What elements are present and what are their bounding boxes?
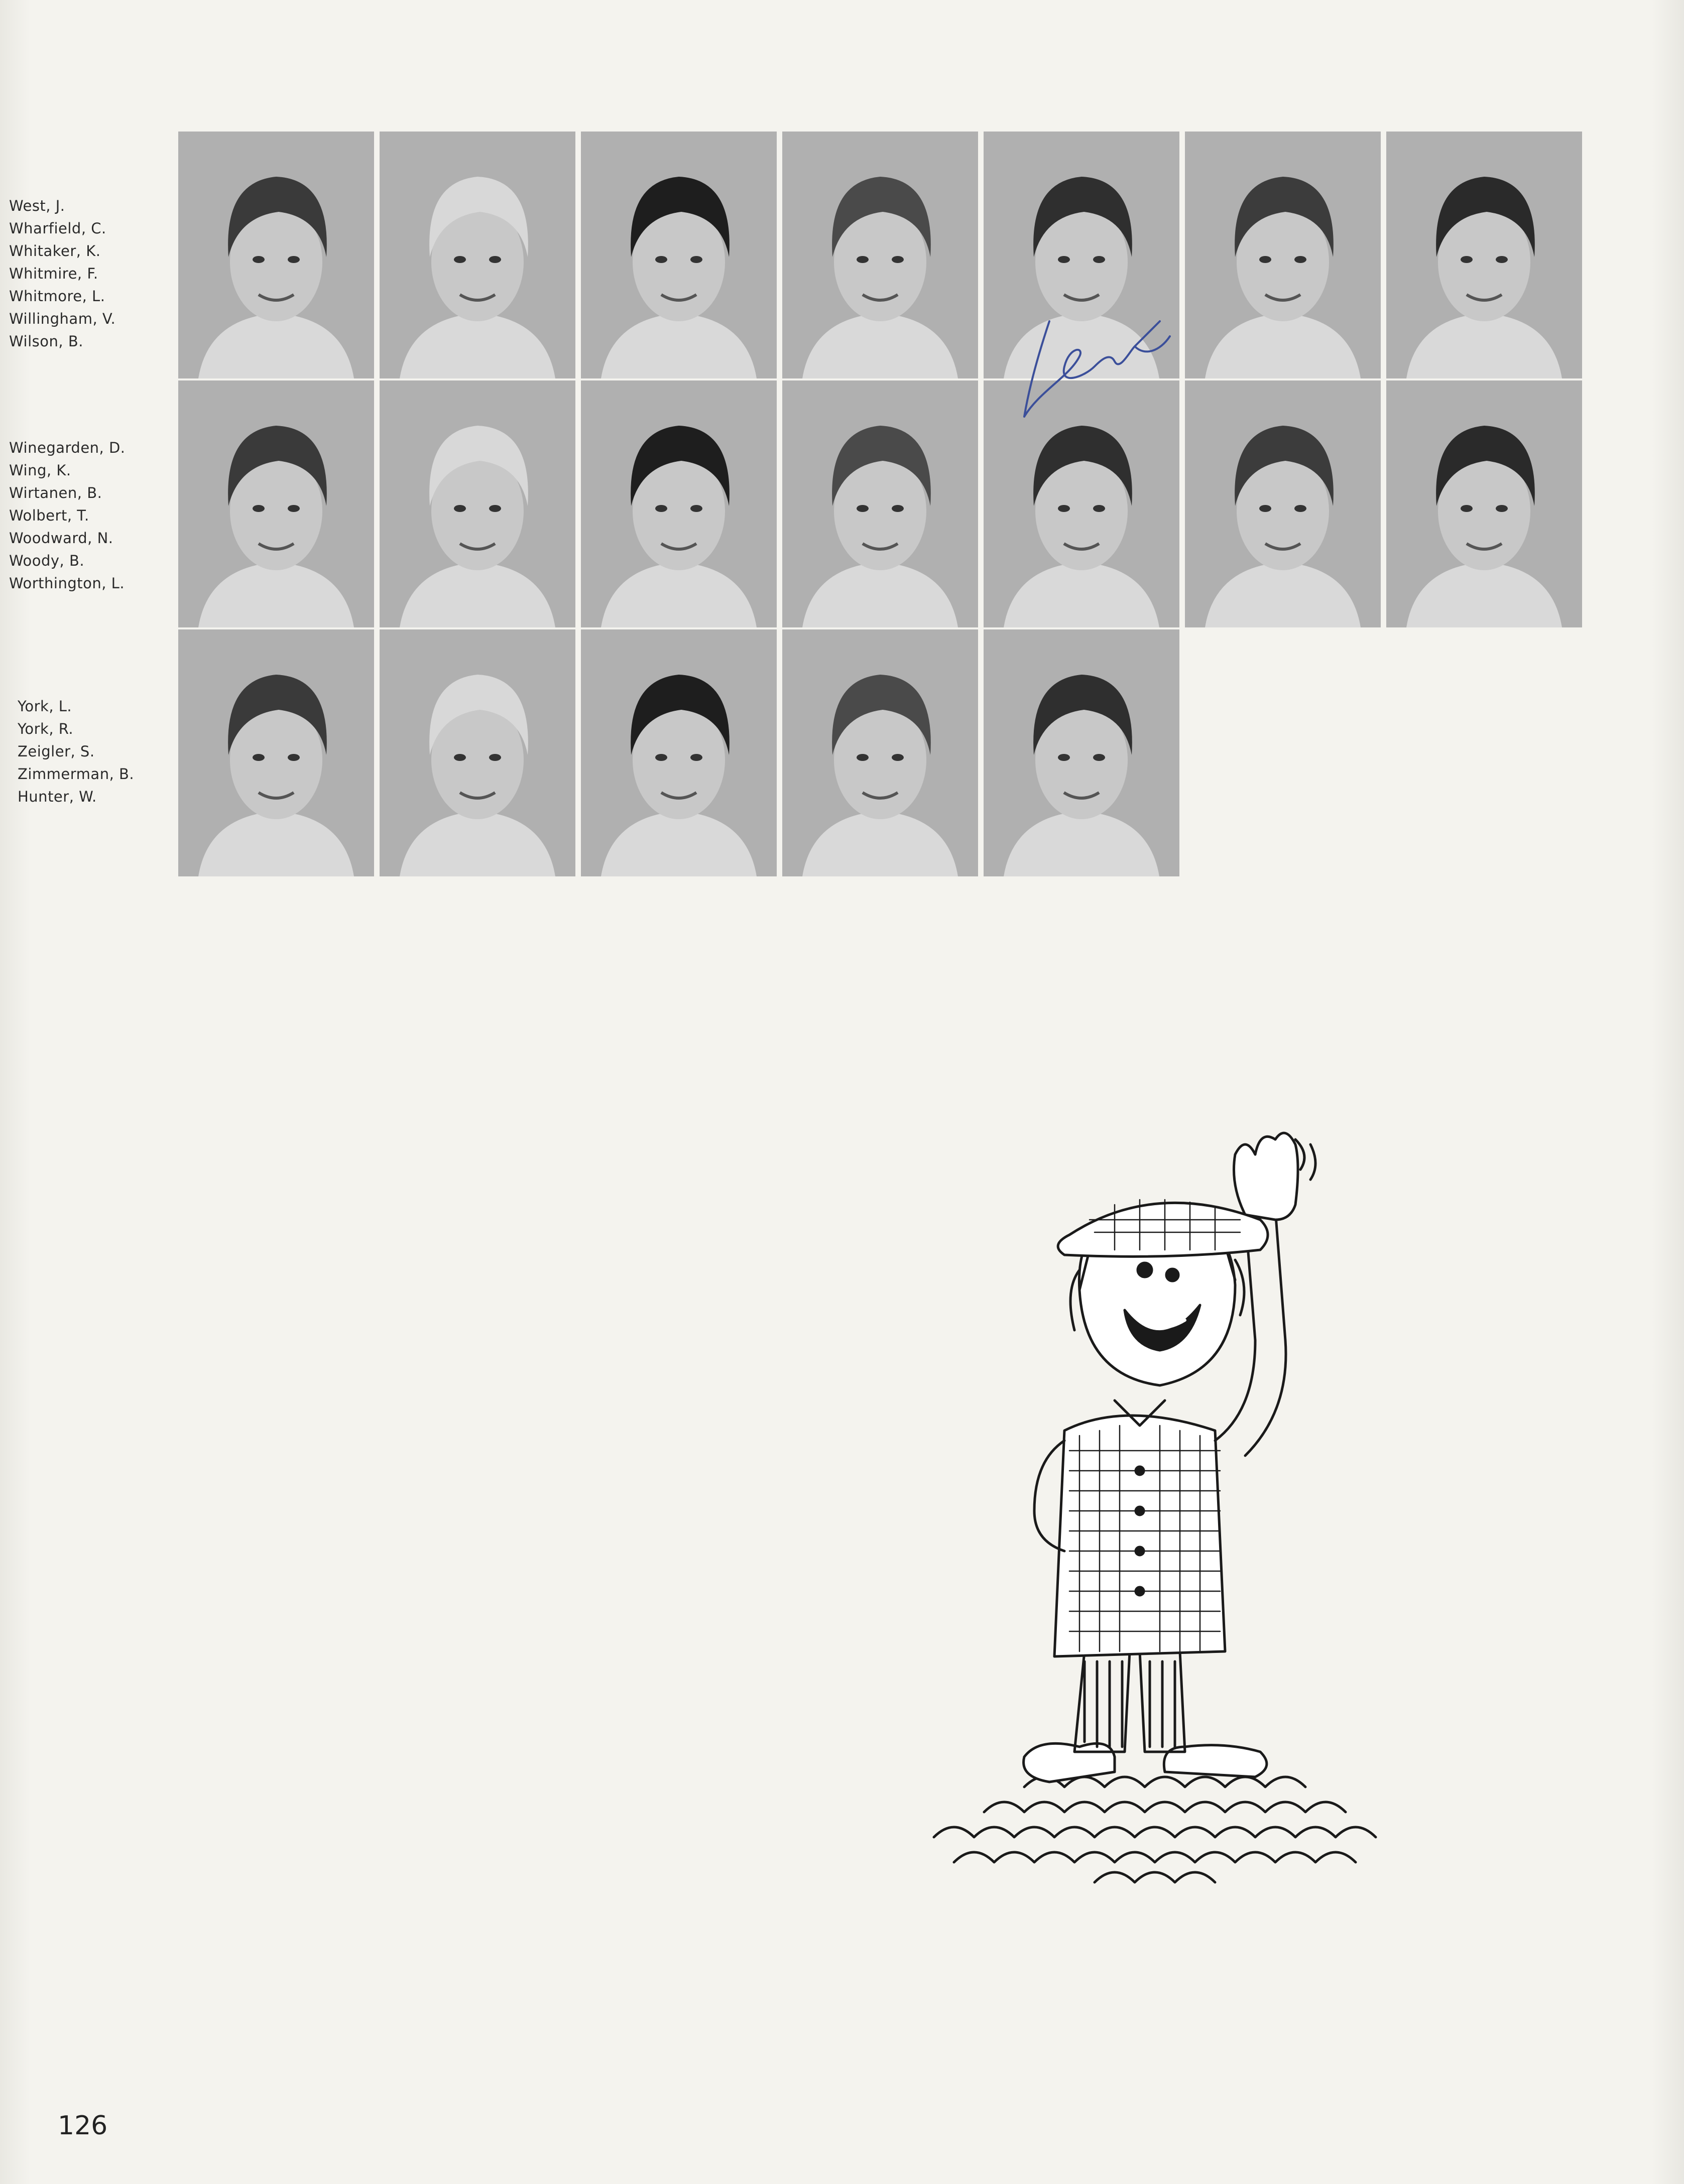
name-list-row-3 — [18, 695, 183, 808]
student-portrait — [380, 132, 575, 378]
student-portrait — [782, 132, 978, 378]
student-name: Woodward, N. — [9, 530, 113, 547]
student-name: Wilson, B. — [9, 333, 83, 350]
student-portrait — [178, 380, 374, 627]
waving-mascot-illustration — [924, 1119, 1466, 1902]
cobblestone-ground — [934, 1777, 1376, 1882]
student-name: Wolbert, T. — [9, 507, 89, 524]
name-list-row-1 — [9, 195, 175, 353]
student-portrait — [1386, 380, 1582, 627]
student-name: Wharfield, C. — [9, 220, 106, 237]
student-name: York, L. — [18, 698, 72, 715]
student-portrait — [1386, 132, 1582, 378]
student-name: Winegarden, D. — [9, 439, 126, 456]
student-name: Zimmerman, B. — [18, 765, 135, 783]
student-portrait — [178, 629, 374, 876]
student-name: Whitmire, F. — [9, 265, 98, 282]
student-portrait — [581, 132, 777, 378]
student-name: York, R. — [18, 720, 74, 737]
name-list-row-2 — [9, 437, 175, 595]
student-portrait — [380, 629, 575, 876]
student-name: Zeigler, S. — [18, 743, 95, 760]
student-portrait — [984, 629, 1179, 876]
student-name: Wirtanen, B. — [9, 484, 102, 501]
student-name: Hunter, W. — [18, 788, 97, 805]
student-portrait — [1185, 132, 1381, 378]
student-portrait — [380, 380, 575, 627]
student-portrait — [581, 629, 777, 876]
signature-scribble — [1009, 291, 1180, 427]
student-name: Wing, K. — [9, 462, 71, 479]
student-portrait — [782, 629, 978, 876]
student-name: Worthington, L. — [9, 575, 125, 592]
student-name: Whitmore, L. — [9, 288, 105, 305]
page-number: 126 — [58, 2111, 108, 2141]
student-name: West, J. — [9, 197, 65, 214]
student-portrait — [178, 132, 374, 378]
student-portrait — [1185, 380, 1381, 627]
student-name: Woody, B. — [9, 552, 85, 569]
student-name: Whitaker, K. — [9, 242, 101, 260]
student-portrait — [581, 380, 777, 627]
student-name: Willingham, V. — [9, 310, 116, 327]
student-portrait — [782, 380, 978, 627]
